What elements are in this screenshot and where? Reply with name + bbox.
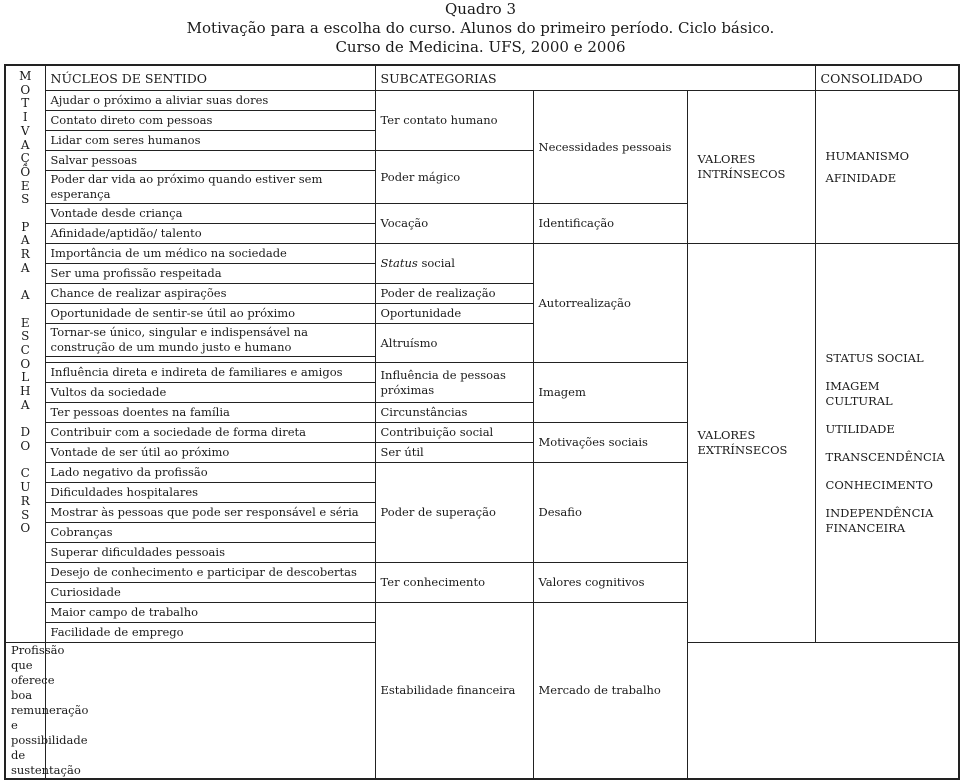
side-label-letter: O xyxy=(20,356,31,371)
side-label-letter: H xyxy=(20,384,31,399)
nucleo-cell: Dificuldades hospitalares xyxy=(45,483,375,503)
nucleo-cell: Importância de um médico na sociedade xyxy=(45,244,375,264)
side-label-letter xyxy=(6,207,45,221)
consolidado-group-1: HUMANISMO AFINIDADE xyxy=(815,91,959,244)
side-label-letter: Õ xyxy=(20,164,31,179)
side-label-letter: Ç xyxy=(20,151,30,166)
sub3-cell: VALORES INTRÍNSECOS xyxy=(687,91,815,244)
nucleo-cell: Lado negativo da profissão xyxy=(45,463,375,483)
sub1-cell: Ser útil xyxy=(375,443,533,463)
sub2-cell: Motivações sociais xyxy=(533,423,687,463)
consolidado-group-2: STATUS SOCIAL IMAGEM CULTURAL UTILIDADE TRANSCENDÊNCIA CONHECIMENTO INDEPENDÊNCIA FINANCEIRA xyxy=(815,244,959,643)
sub2-cell: Desafio xyxy=(533,463,687,563)
nucleo-cell: Afinidade/aptidão/ talento xyxy=(45,224,375,244)
table-caption-subtitle-1: Motivação para a escolha do curso. Alunos do primeiro período. Ciclo básico. xyxy=(186,19,775,37)
sub2-cell: Identificação xyxy=(533,204,687,244)
side-label-letter: T xyxy=(21,96,30,111)
side-label-letter: E xyxy=(20,178,30,193)
side-label-letter: I xyxy=(22,110,28,125)
nucleo-cell: Vontade de ser útil ao próximo xyxy=(45,443,375,463)
side-label-letter: A xyxy=(20,233,30,248)
side-label-letter: O xyxy=(20,82,31,97)
side-label-letter: A xyxy=(20,260,30,275)
sub2-cell: Valores cognitivos xyxy=(533,563,687,603)
sub3-cell: VALORES EXTRÍNSECOS xyxy=(687,244,815,643)
sub2-cell: Autorrealização xyxy=(533,244,687,363)
nucleo-cell: Contato direto com pessoas xyxy=(45,111,375,131)
side-label-letter: C xyxy=(20,466,30,481)
sub2-cell: Mercado de trabalho xyxy=(533,603,687,780)
side-label-letter xyxy=(6,303,45,317)
nucleo-cell: Superar dificuldades pessoais xyxy=(45,543,375,563)
nucleo-cell: Vontade desde criança xyxy=(45,204,375,224)
sub1-cell: Poder de realização xyxy=(375,284,533,304)
sub2-cell: Necessidades pessoais xyxy=(533,91,687,204)
table-caption-subtitle-2: Curso de Medicina. UFS, 2000 e 2006 xyxy=(335,38,626,56)
sub1-cell: Poder mágico xyxy=(375,151,533,204)
motivation-table xyxy=(4,64,960,780)
sub1-cell: Oportunidade xyxy=(375,304,533,324)
side-label-letter: C xyxy=(20,343,30,358)
nucleo-cell: Ser uma profissão respeitada xyxy=(45,264,375,284)
nucleo-cell: Chance de realizar aspirações xyxy=(45,284,375,304)
nucleo-cell: Facilidade de emprego xyxy=(45,623,375,643)
nucleo-cell: Maior campo de trabalho xyxy=(45,603,375,623)
nucleo-cell: Curiosidade xyxy=(45,583,375,603)
side-label-letter: E xyxy=(20,315,30,330)
nucleo-cell: Mostrar às pessoas que pode ser responsável e séria xyxy=(45,503,375,523)
nucleo-cell: Tornar-se único, singular e indispensável na construção de um mundo justo e humano xyxy=(45,324,375,357)
side-label-letter: L xyxy=(21,370,30,385)
side-label-letter: R xyxy=(20,493,30,508)
side-label-letter: S xyxy=(21,507,30,522)
nucleo-cell: Contribuir com a sociedade de forma direta xyxy=(45,423,375,443)
sub2-cell: Imagem xyxy=(533,363,687,423)
sub1-cell: Vocação xyxy=(375,204,533,244)
sub1-cell: Ter conhecimento xyxy=(375,563,533,603)
sub1-cell: Estabilidade financeira xyxy=(375,603,533,780)
side-label-letter: S xyxy=(21,192,30,207)
side-label-letter: S xyxy=(21,329,30,344)
side-label-letter: D xyxy=(20,425,31,440)
side-label-letter: V xyxy=(20,123,30,138)
side-label-letter: O xyxy=(20,521,31,536)
nucleo-cell: Vultos da sociedade xyxy=(45,383,375,403)
sub1-cell: Circunstâncias xyxy=(375,403,533,423)
side-label-letter xyxy=(6,276,45,290)
header-nucleos: NÚCLEOS DE SENTIDO xyxy=(45,65,375,91)
sub1-cell: Altruísmo xyxy=(375,324,533,363)
nucleo-cell: Profissão que oferece boa remuneração e possibilidade de sustentação xyxy=(5,643,45,780)
nucleo-cell: Influência direta e indireta de familiares e amigos xyxy=(45,363,375,383)
side-label-letter: A xyxy=(20,137,30,152)
side-label-letter: M xyxy=(19,69,32,83)
side-label-letter xyxy=(6,454,45,468)
sub1-cell: Ter contato humano xyxy=(375,91,533,151)
side-label-letter: A xyxy=(20,397,30,412)
nucleo-cell: Desejo de conhecimento e participar de descobertas xyxy=(45,563,375,583)
nucleo-cell: Salvar pessoas xyxy=(45,151,375,171)
header-subcategorias: SUBCATEGORIAS xyxy=(375,65,815,91)
side-label-letter: R xyxy=(20,247,30,262)
header-consolidado: CONSOLIDADO xyxy=(815,65,959,91)
nucleo-cell: Ajudar o próximo a aliviar suas dores xyxy=(45,91,375,111)
sub1-cell: Influência de pessoas próximas xyxy=(375,363,533,403)
nucleo-cell: Lidar com seres humanos xyxy=(45,131,375,151)
side-label-letter: A xyxy=(20,288,30,303)
side-label-letter: P xyxy=(21,219,30,234)
side-label-letter xyxy=(6,413,45,427)
side-label-letter: U xyxy=(20,480,31,495)
sub1-cell: Contribuição social xyxy=(375,423,533,443)
side-label xyxy=(5,65,45,643)
nucleo-cell: Ter pessoas doentes na família xyxy=(45,403,375,423)
nucleo-cell: Cobranças xyxy=(45,523,375,543)
table-caption-title: Quadro 3 xyxy=(444,0,516,18)
side-label-letter: O xyxy=(20,438,31,453)
sub1-cell: Poder de superação xyxy=(375,463,533,563)
nucleo-cell: Oportunidade de sentir-se útil ao próximo xyxy=(45,304,375,324)
sub1-cell: Status social xyxy=(375,244,533,284)
nucleo-cell: Poder dar vida ao próximo quando estiver sem esperança xyxy=(45,171,375,204)
